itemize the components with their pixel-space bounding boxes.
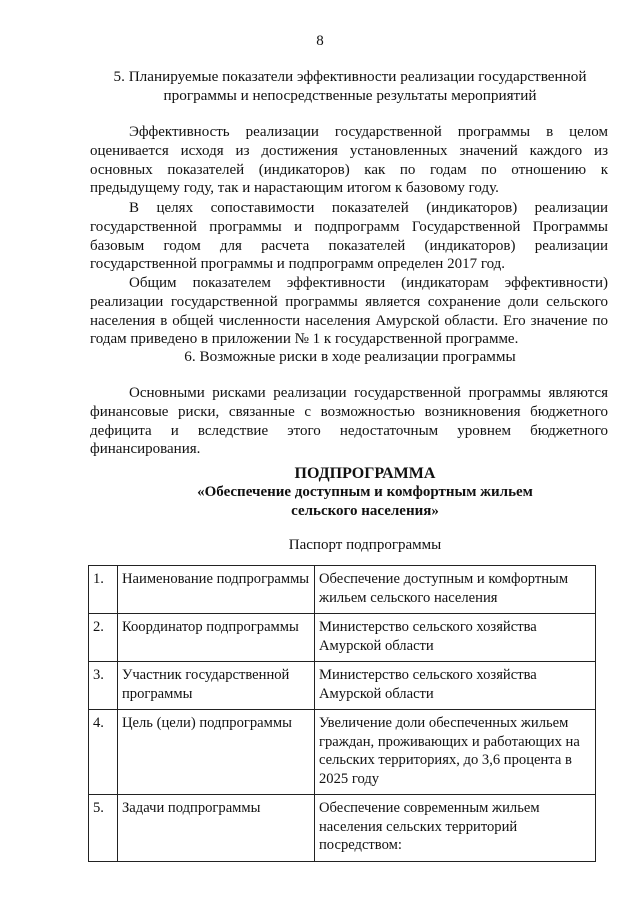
row-field-value: Увеличение доли обеспеченных жильем граждан, проживающих и работающих на сельских территориях, до 3,6 процента в 2025 году [315, 710, 596, 795]
subprogram-name-line-1: «Обеспечение доступным и комфортным жильем [197, 484, 533, 500]
row-number: 1. [89, 566, 118, 614]
subprogram-name-line-2: сельского населения» [291, 503, 439, 519]
table-row [89, 614, 596, 662]
row-number: 2. [89, 614, 118, 662]
row-number: 5. [89, 795, 118, 862]
section-5-paragraph-3: Общим показателем эффективности (индикаторам эффективности) реализации государственной программы является сохранение доли сельского населения в общей численности населения Амурской области. Его значение по годам приведено в приложении № 1 к государственной программе. [90, 275, 608, 348]
row-field-value: Министерство сельского хозяйства Амурской области [315, 662, 596, 710]
section-6-paragraph: Основными рисками реализации государственной программы являются финансовые риски, связанные с возможностью возникновения бюджетного дефицита и вследствие этого недостаточным уровнем бюджетного финансирования. [90, 385, 608, 458]
page-number: 8 [316, 33, 324, 49]
table-row [89, 566, 596, 614]
row-field-value: Обеспечение современным жильем населения сельских территорий посредством: [315, 795, 596, 862]
passport-table [88, 565, 596, 862]
table-row [89, 795, 596, 862]
row-field-name: Цель (цели) подпрограммы [118, 710, 315, 795]
row-field-name: Участник государственной программы [118, 662, 315, 710]
subprogram-heading [90, 464, 640, 521]
section-6-heading: 6. Возможные риски в ходе реализации программы [184, 348, 516, 365]
section-5-paragraph-2: В целях сопоставимости показателей (индикаторов) реализации государственной программы и подпрограмм Государственной Программы базовым годом для расчета показателей (индикаторов) реализации государственной программы и подпрограмм определен 2017 год. [90, 200, 608, 273]
row-field-name: Наименование подпрограммы [118, 566, 315, 614]
row-field-value: Министерство сельского хозяйства Амурской области [315, 614, 596, 662]
section-5-heading-line-1: 5. Планируемые показатели эффективности реализации государственной [113, 68, 587, 85]
table-row [89, 662, 596, 710]
passport-title: Паспорт подпрограммы [288, 537, 442, 553]
row-field-name: Координатор подпрограммы [118, 614, 315, 662]
section-5-heading-line-2: программы и непосредственные результаты мероприятий [163, 87, 537, 104]
row-number: 3. [89, 662, 118, 710]
row-field-value: Обеспечение доступным и комфортным жильем сельского населения [315, 566, 596, 614]
section-5-paragraph-1: Эффективность реализации государственной программы в целом оценивается исходя из достижения установленных значений каждого из основных показателей (индикаторов) как по годам по отношению к предыдущему году, так и нарастающим итогом к базовому году. [90, 124, 608, 197]
section-5-heading [90, 67, 610, 105]
subprogram-label: ПОДПРОГРАММА [294, 465, 436, 482]
row-field-name: Задачи подпрограммы [118, 795, 315, 862]
row-number: 4. [89, 710, 118, 795]
table-row [89, 710, 596, 795]
